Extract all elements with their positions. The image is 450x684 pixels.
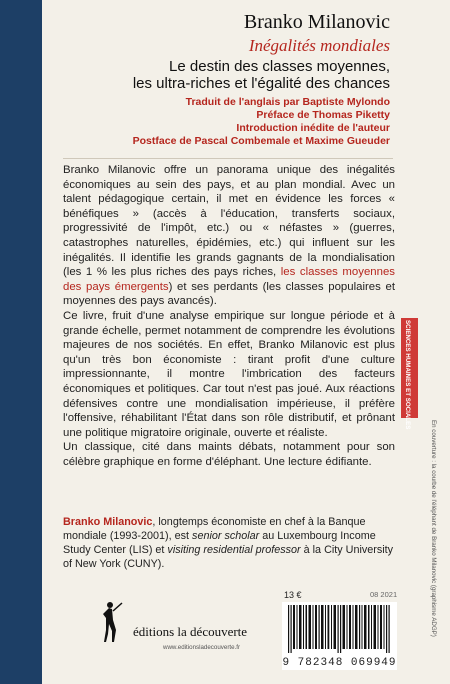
author-name: Branko Milanovic [243,11,390,33]
publisher-name: éditions la découverte [133,624,248,639]
divider [63,158,393,159]
subtitle-line: Le destin des classes moyennes, [169,58,390,75]
book-title: Inégalités mondiales [248,36,390,55]
barcode-icon [286,605,393,653]
cover-spine-band [0,0,42,684]
bio-italic: visiting residential professor [167,544,301,556]
bio-text: à la City University of New York (CUNY). [63,544,394,570]
header [60,10,390,148]
subtitle-line: les ultra-riches et l'égalité des chances [132,75,390,92]
credit-line: Préface de Thomas Piketty [256,109,390,121]
bio-text: , longtemps économiste en chef à la Banque mondiale (1993-2001), est [63,516,366,542]
bio-italic: senior scholar [192,530,260,542]
contributor-credits [60,96,390,148]
credit-line: Postface de Pascal Combemale et Maxime Gueuder [132,135,390,147]
isbn-number: 9 782348 069949 [282,657,397,669]
author-bio [63,515,395,571]
category-tag-label: SCIENCES HUMAINES ET SOCIALES [404,320,412,430]
credit-line: Introduction inédite de l'auteur [236,122,390,134]
bio-author-name: Branko Milanovic [63,516,153,528]
credit-line: Traduit de l'anglais par Baptiste Mylondo [185,96,390,108]
publisher-website: www.editionsladecouverte.fr [163,644,241,651]
blurb-highlight: les classes moyennes des pays émergents [63,266,395,293]
barcode [282,602,397,670]
blurb [63,163,395,469]
blurb-paragraph: Ce livre, fruit d'une analyse empirique sur longue période et à grande échelle, permet notamment de comprendre les évolutions majeures de nos sociétés. En effet, Branko Milanovic est plus qu'un très bon économiste : tirant profit d'une culture impressionnante, il montre l'imbrication des facteurs économiques et politiques. Car tout n'est pas joué. Aux réactions défensives contre une mondialisation impérieuse, il préfère l'offensive, réhabilitant l'État dans son rôle distributif, et prônant une politique migratoire originale, ouverte et réaliste. [63,309,395,439]
bio-text: au Luxembourg Income Study Center (LIS) et [63,530,376,556]
blurb-text: Branko Milanovic offre un panorama unique des inégalités économiques au sein des pays, et au plan mondial. Avec un talent pédagogique certain, il met en évidence les forces « bénéfiques » (accès à l'éducation, transferts sociaux, progressivité de l'impôt, etc.) ou « néfastes » (guerres, catastrophes naturelles, épidémies, etc.) qui influent sur les inégalités. Il identifie les grands gagnants de la mondialisation (les 1 % les plus riches des pays riches, [63,164,395,279]
blurb-text: ) et ses perdants (les classes populaires et moyennes des pays avancés). [63,280,395,308]
category-tag [401,318,418,430]
publisher-logo-icon [100,600,126,644]
price-label: 13 € [284,590,302,600]
date-code: 08 2021 [370,590,398,599]
blurb-paragraph [63,163,395,309]
cover-credit: En couverture : la courbe de l'éléphant de Branko Milanovic (graphisme ADGP) [430,420,437,637]
blurb-paragraph: Un classique, cité dans maints débats, notamment pour son célèbre graphique en forme d'éléphant. Une lecture édifiante. [63,441,395,468]
book-subtitle [60,58,390,92]
